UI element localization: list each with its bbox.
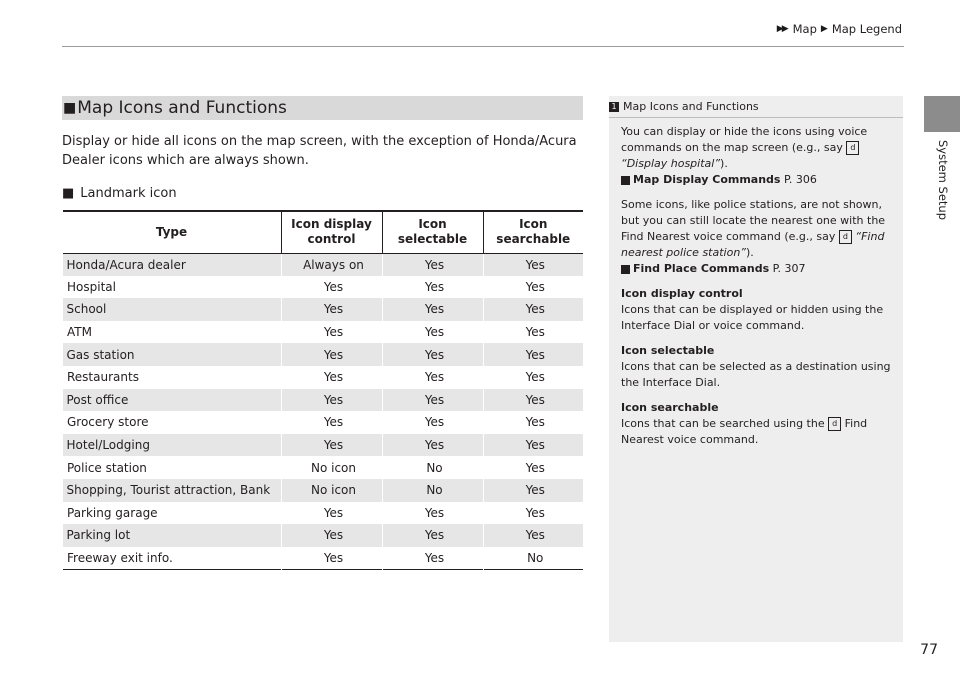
note-definition — [621, 400, 893, 448]
reference-page: P. 307 — [772, 262, 806, 275]
talk-button-icon: d — [828, 417, 841, 431]
cell-value: No — [382, 456, 483, 479]
cell-value: No — [483, 547, 583, 570]
page-number: 77 — [920, 642, 938, 658]
cell-type: Gas station — [66, 347, 135, 362]
cell-type: Shopping, Tourist attraction, Bank — [66, 483, 271, 498]
table-row — [63, 343, 584, 366]
definition-text: Icons that can be selected as a destination using the Interface Dial. — [621, 360, 891, 389]
cell-value: Yes — [382, 366, 483, 389]
table-row — [63, 298, 584, 321]
reference-icon — [621, 176, 630, 185]
note-paragraph — [621, 124, 893, 188]
table-row — [63, 434, 584, 457]
table-row — [63, 366, 584, 389]
header-type: Type — [155, 224, 188, 239]
cell-type: School — [66, 302, 107, 317]
cell-value: Yes — [483, 434, 583, 457]
definition-text: Find Nearest voice command. — [621, 417, 868, 446]
table-row — [63, 456, 584, 479]
notes-body — [621, 124, 893, 457]
cell-value: Yes — [281, 524, 382, 547]
note-text: ). — [720, 157, 728, 170]
note-quote: “Find nearest police station” — [621, 230, 885, 259]
cell-type: ATM — [63, 321, 282, 344]
cell-value: Yes — [382, 276, 483, 299]
landmark-heading — [62, 186, 177, 201]
cell-value: Yes — [281, 547, 382, 570]
cell-value: Yes — [281, 434, 382, 457]
header-selectable: Icon selectable — [382, 211, 483, 253]
definition-text: Icons that can be displayed or hidden using the Interface Dial or voice command. — [621, 303, 884, 332]
cell-type: Post office — [66, 392, 129, 407]
cell-value: Yes — [382, 411, 483, 434]
cell-value: Always on — [281, 253, 382, 276]
cell-value: Yes — [281, 411, 382, 434]
cell-value: No — [382, 479, 483, 502]
cell-type: Restaurants — [63, 366, 282, 389]
chapter-tab — [924, 96, 960, 132]
note-text: Some icons, like police stations, are not shown, but you can still locate the nearest one with the Find Nearest voice command (e.g., say — [621, 198, 886, 243]
cell-type: Honda/Acura dealer — [66, 257, 186, 272]
breadcrumb-map: Map — [792, 22, 817, 36]
table-row — [63, 321, 584, 344]
definition-title: Icon searchable — [621, 401, 719, 414]
definition-title: Icon display control — [621, 287, 743, 300]
cell-value: Yes — [281, 366, 382, 389]
cell-type: Grocery store — [63, 411, 282, 434]
note-quote: “Display hospital” — [621, 157, 721, 170]
talk-button-icon: d — [846, 141, 859, 155]
header-display-control: Icon display control — [281, 211, 382, 253]
cell-value: Yes — [483, 479, 583, 502]
cell-value: Yes — [281, 321, 382, 344]
cell-value: Yes — [382, 502, 483, 525]
section-marker-icon: ■ — [63, 100, 77, 116]
cell-value: Yes — [281, 502, 382, 525]
cell-value: Yes — [281, 276, 382, 299]
cell-type: Freeway exit info. — [63, 547, 282, 570]
chapter-label: System Setup — [936, 140, 950, 221]
cell-value: Yes — [483, 456, 583, 479]
notes-heading-text: Map Icons and Functions — [623, 100, 759, 113]
note-definition — [621, 286, 893, 334]
cell-value: Yes — [281, 298, 382, 321]
table-row — [63, 502, 584, 525]
cell-value: Yes — [483, 502, 583, 525]
breadcrumb-map-legend: Map Legend — [831, 22, 902, 36]
table-row — [63, 389, 584, 412]
landmark-label: Landmark icon — [80, 186, 177, 201]
note-text: ). — [746, 246, 754, 259]
cell-value: No icon — [281, 479, 382, 502]
cell-value: No icon — [281, 456, 382, 479]
table-row — [63, 479, 584, 502]
notes-heading — [609, 100, 903, 113]
header-rule — [62, 46, 904, 47]
cell-value: Yes — [382, 253, 483, 276]
definition-title: Icon selectable — [621, 344, 715, 357]
notes-rule — [609, 117, 903, 118]
header-searchable: Icon searchable — [483, 211, 583, 253]
talk-button-icon: d — [839, 230, 852, 244]
definition-text: Icons that can be searched using the — [621, 417, 825, 430]
arrow-icon: ▶ — [820, 24, 826, 34]
reference-link[interactable]: Find Place Commands — [633, 262, 770, 275]
table-row — [63, 524, 584, 547]
cell-value: Yes — [483, 411, 583, 434]
note-paragraph — [621, 197, 893, 277]
cell-type: Parking garage — [63, 502, 282, 525]
arrow-icon: ▶▶ — [776, 24, 787, 34]
reference-icon — [621, 265, 630, 274]
intro-text: Display or hide all icons on the map screen, with the exception of Honda/Acura Dealer icons which are always shown. — [62, 134, 577, 168]
cell-value: Yes — [382, 298, 483, 321]
note-number-icon: 1 — [609, 102, 619, 112]
table-row — [63, 253, 584, 276]
breadcrumb — [777, 22, 902, 36]
cell-value: Yes — [483, 524, 583, 547]
table-row — [63, 276, 584, 299]
icon-legend-table — [62, 210, 583, 570]
cell-value: Yes — [483, 389, 583, 412]
cell-value: Yes — [382, 524, 483, 547]
cell-type: Hospital — [63, 276, 282, 299]
section-heading — [62, 96, 583, 120]
reference-page: P. 306 — [783, 173, 817, 186]
table-header-row — [63, 211, 584, 253]
reference-link[interactable]: Map Display Commands — [633, 173, 781, 186]
cell-value: Yes — [483, 343, 583, 366]
cell-value: Yes — [483, 276, 583, 299]
section-title: Map Icons and Functions — [77, 98, 287, 118]
cell-value: Yes — [382, 434, 483, 457]
cell-value: Yes — [483, 253, 583, 276]
cell-value: Yes — [382, 321, 483, 344]
cell-value: Yes — [483, 298, 583, 321]
cell-value: Yes — [281, 389, 382, 412]
cell-value: Yes — [382, 547, 483, 570]
cell-value: Yes — [483, 321, 583, 344]
table-row — [63, 411, 584, 434]
cell-type: Hotel/Lodging — [66, 438, 150, 453]
note-text: You can display or hide the icons using voice commands on the map screen (e.g., say — [621, 125, 868, 154]
cell-type: Police station — [63, 456, 282, 479]
cell-value: Yes — [382, 343, 483, 366]
note-definition — [621, 343, 893, 391]
cell-value: Yes — [483, 366, 583, 389]
table-row — [63, 547, 584, 570]
cell-type: Parking lot — [66, 528, 131, 543]
landmark-marker-icon: ■ — [62, 186, 75, 201]
cell-value: Yes — [382, 389, 483, 412]
cell-value: Yes — [281, 343, 382, 366]
